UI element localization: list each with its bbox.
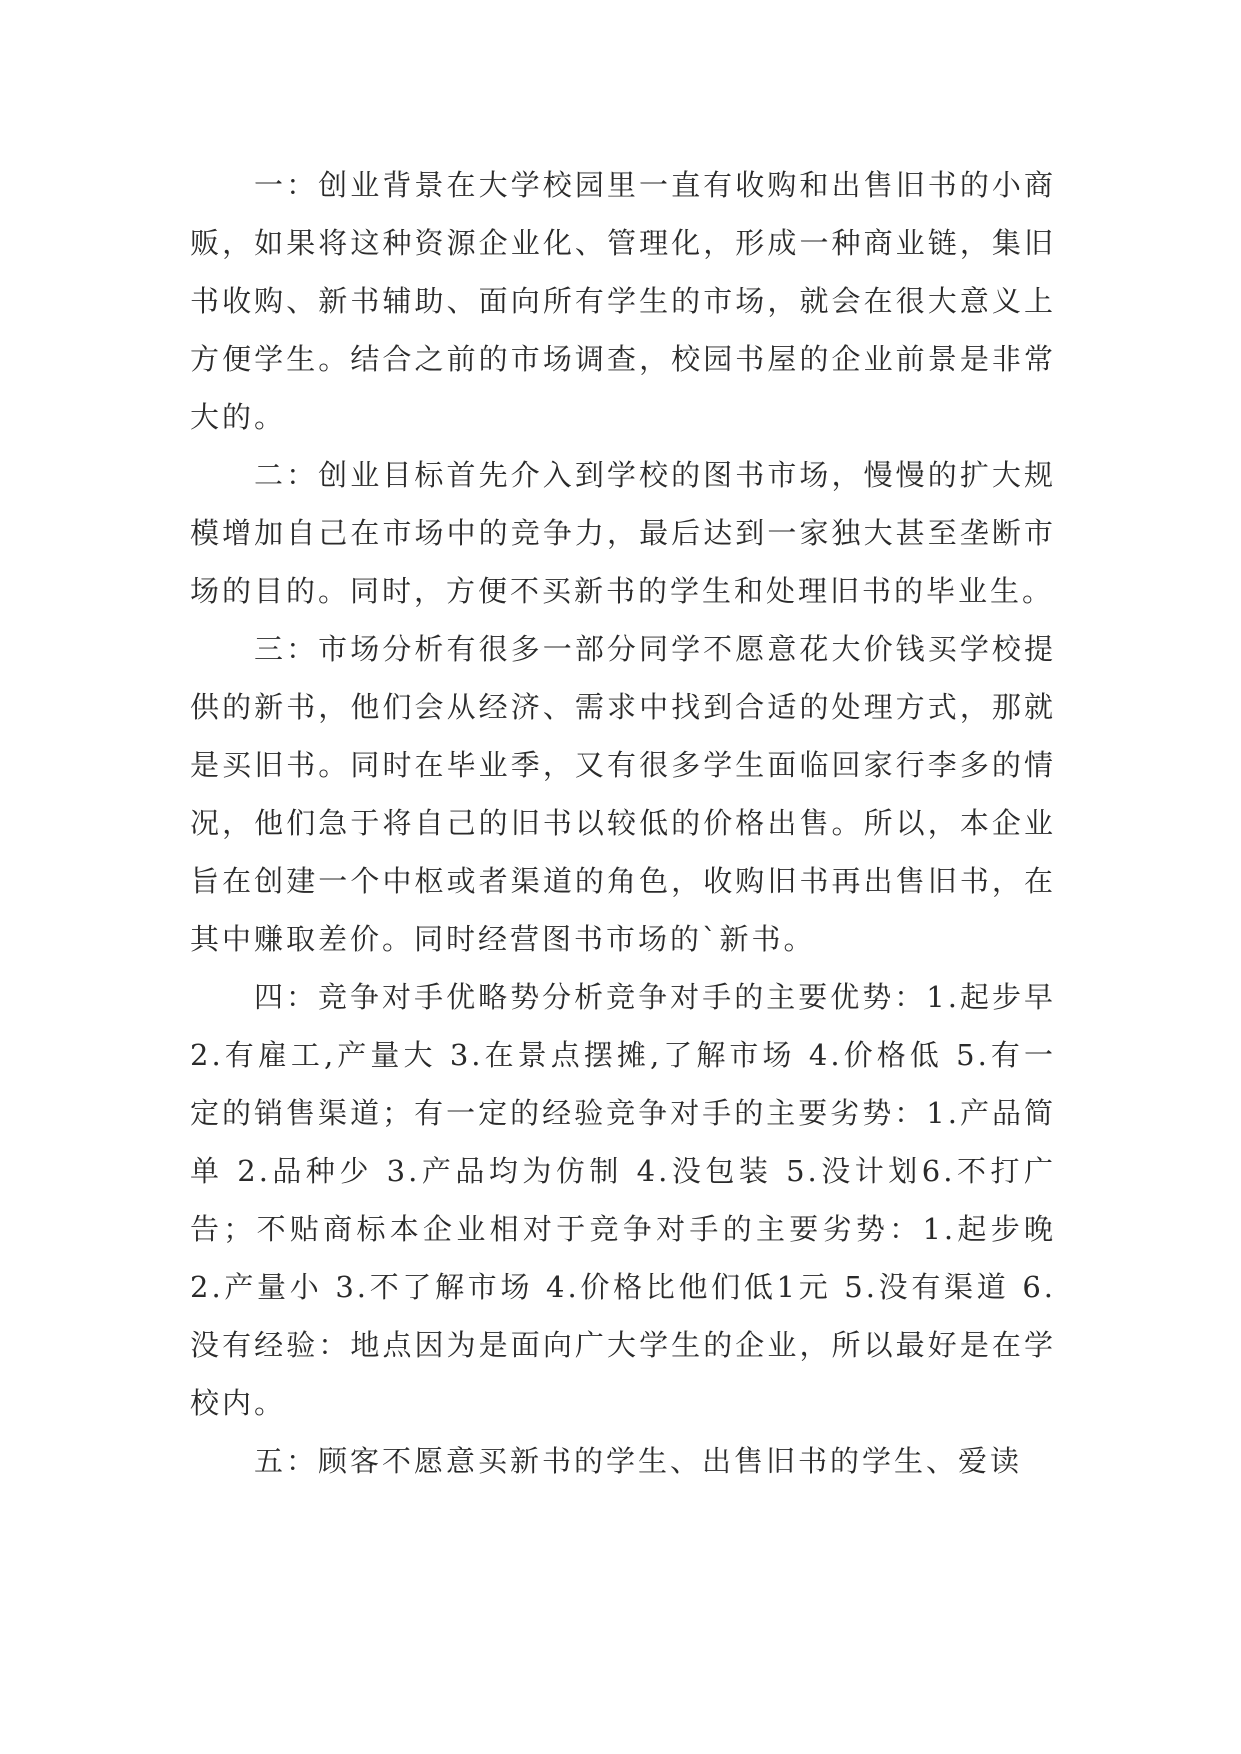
- paragraph-customers: 五：顾客不愿意买新书的学生、出售旧书的学生、爱读: [254, 1444, 1023, 1478]
- document-body: [190, 156, 1056, 1490]
- paragraph-competitor-analysis: 四：竞争对手优略势分析竞争对手的主要优势：1.起步早 2.有雇工,产量大 3.在景点摆摊,了解市场 4.价格低 5.有一定的销售渠道；有一定的经验竞争对手的主要劣势：1.产品简单 2.品种少 3.产品均为仿制 4.没包装 5.没计划6.不打广告；不贴商标本企业相对于竞争对手的主要劣势：1.起步晚 2.产量小 3.不了解市场 4.价格比他们低1元 5.没有渠道 6.没有经验：地点因为是面向广大学生的企业，所以最好是在学校内。: [190, 980, 1056, 1420]
- paragraph-goal: 二：创业目标首先介入到学校的图书市场，慢慢的扩大规模增加自己在市场中的竞争力，最后达到一家独大甚至垄断市场的目的。同时，方便不买新书的学生和处理旧书的毕业生。: [190, 458, 1056, 608]
- paragraph-background: 一：创业背景在大学校园里一直有收购和出售旧书的小商贩，如果将这种资源企业化、管理化，形成一种商业链，集旧书收购、新书辅助、面向所有学生的市场，就会在很大意义上方便学生。结合之前的市场调查，校园书屋的企业前景是非常大的。: [190, 168, 1056, 434]
- paragraph-market-analysis: 三：市场分析有很多一部分同学不愿意花大价钱买学校提供的新书，他们会从经济、需求中找到合适的处理方式，那就是买旧书。同时在毕业季，又有很多学生面临回家行李多的情况，他们急于将自己的旧书以较低的价格出售。所以，本企业旨在创建一个中枢或者渠道的角色，收购旧书再出售旧书，在其中赚取差价。同时经营图书市场的`新书。: [190, 632, 1056, 956]
